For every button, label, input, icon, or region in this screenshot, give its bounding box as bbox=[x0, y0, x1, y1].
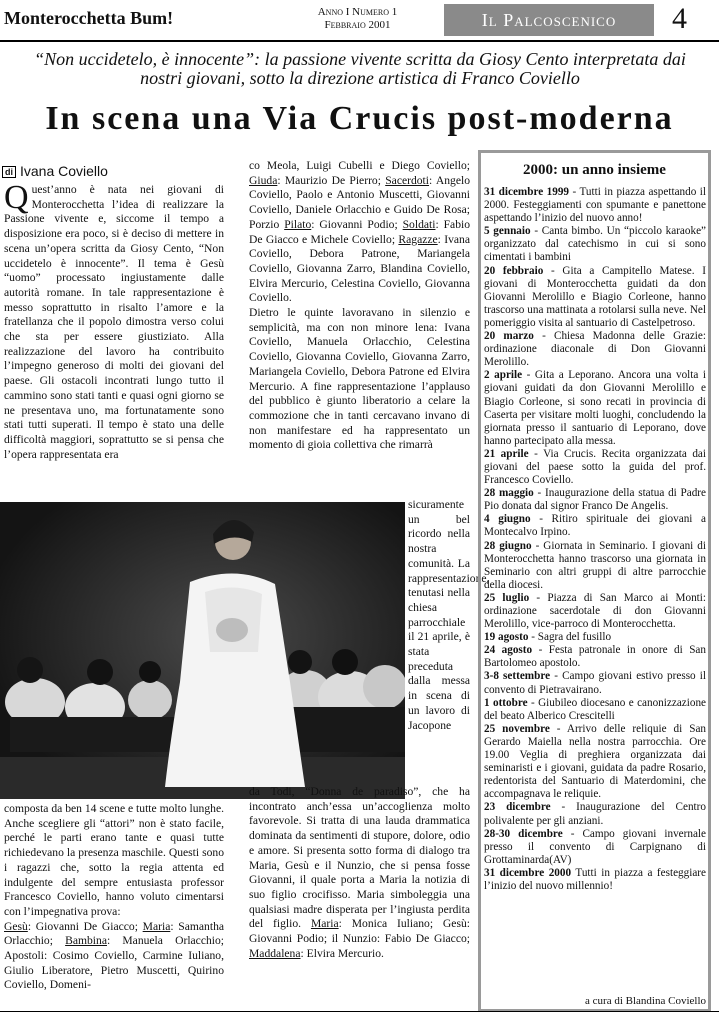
timeline-event bbox=[484, 487, 706, 513]
cast-list: co Meola, Luigi Cubelli e Diego Coviello; Giuda: Maurizio De Pierro; Sacerdoti: Angelo Coviello, Paolo e Antonio Muscetti, Giovanni Coviello, Daniele Orlacchio e Guido De Rosa; Porzio Pilato: Giovanni Podio; Soldati: Fabio De Giacco e Michele Coviello; Ragazze: Ivana Coviello, Debora Patrone, Mariangela Coviello, Giovanna Zarro, Blandina Coviello, Elvira Mercurio, Celestina Coviello, Giovanna Coviello. bbox=[249, 159, 471, 305]
event-date: 23 dicembre bbox=[484, 801, 551, 814]
event-date: 1 ottobre bbox=[484, 696, 528, 709]
event-description: - Sagra del fusillo bbox=[531, 631, 612, 644]
article-text: composta da ben 14 scene e tutte molto lunghe. Anche scegliere gli “attori” non è stato facile, perché le parti erano tante e quasi tutte richiedevano la presenza maschile. Questi sono i ragazzi che, sotto la regia attenta ed indulgente del sempre entusiasta professor Francesco Coviello, hanno voluto cimentarsi con l’impegnativa prova: bbox=[4, 802, 224, 918]
event-date: 25 luglio bbox=[484, 591, 530, 604]
cast-names: Giovanni Podio; bbox=[319, 217, 398, 231]
event-date: 2 aprile bbox=[484, 369, 523, 382]
event-description: - Chiesa Madonna delle Grazie: ordinazione diaconale di Don Giovanni Merolillo. bbox=[484, 330, 706, 369]
event-description: - Giubileo diocesano e canonizzazione del beato Alberico Crescitelli bbox=[484, 696, 707, 722]
cast-names: Fabio De Giacco e Michele Coviello; bbox=[249, 217, 471, 246]
article-text: uest’anno è nata nei giovani di Monterocchetta l’idea di realizzare la Passione vivente e, siccome il tempo a disposizione era poco, si è deciso di mettere in scena un’opera scritta da Giosy Cento, “Non uccidetelo è innocente”. Il tema è Gesù “uomo” processato ingiustamente dalle autorità romane. In tale rappresentazione è messo soprattutto in risalto l’amore e la fratellanza che il popolo dimostra verso colui che sta per essere giustiziato. Alla realizzazione del lavoro ha contribuito l’impegno generoso di molti dei giovani del paese. Gli ostacoli incontrati lungo tutto il cammino sono stati tanti e quasi ogni giorno se ne presentava uno, ma fortunatamente sono stati tutti superati. Il tempo è stato una delle difficoltà maggiori, soprattutto se si pensa che l’opera rappresentata era bbox=[4, 183, 224, 461]
event-description: - Ritiro spirituale dei giovani a Montecalvo Irpino. bbox=[484, 513, 707, 539]
event-date: 20 marzo bbox=[484, 330, 534, 343]
cast-names: co Meola, Luigi Cubelli e Diego Coviello; bbox=[249, 159, 470, 172]
event-description: - Inaugurazione della statua di Padre Pio donata dal signor Franco De Angelis. bbox=[484, 487, 706, 513]
event-description: - Giornata in Seminario. I giovani di Monterocchetta hanno trascorso una giornata in Seminario con altri gruppi di altre parrocchie della diocesi. bbox=[484, 539, 706, 591]
article-headline: In scena una Via Crucis post-moderna bbox=[45, 100, 674, 137]
cast-role: Maria bbox=[310, 917, 339, 931]
timeline-event bbox=[484, 225, 706, 264]
cast-list: Gesù: Giovanni De Giacco; Maria: Samantha Orlacchio; Bambina: Manuela Orlacchio; Apostoli: Cosimo Coviello, Carmine Iuliano, Giulio Liberatore, Pietro Muscetti, Quirino Coviello, Domeni- bbox=[4, 919, 225, 992]
cast-names: Manuela Orlacchio; Apostoli: Cosimo Coviello, Carmine Iuliano, Giulio Liberatore, Pietro Muscetti, Quirino Coviello, Domeni- bbox=[4, 934, 225, 992]
event-date: 28 maggio bbox=[484, 487, 534, 500]
header-divider bbox=[0, 40, 719, 42]
cast-names: Ivana Coviello, Debora Patrone, Mariangela Coviello, Giovanna Zarro, Blandina Coviello, Elvira Mercurio, Celestina Coviello, Giovanna Coviello. bbox=[249, 232, 470, 305]
event-date: 3-8 settembre bbox=[484, 670, 551, 683]
article-column-2 bbox=[249, 159, 470, 453]
timeline-event bbox=[484, 540, 706, 592]
timeline-event bbox=[484, 330, 706, 369]
section-title: Il Palcoscenico bbox=[444, 4, 654, 36]
timeline-event bbox=[484, 644, 706, 670]
cast-names: Elvira Mercurio. bbox=[306, 946, 384, 960]
article-column-1 bbox=[4, 179, 224, 462]
timeline-event bbox=[484, 592, 706, 631]
cast-names: Monica Iuliano; Gesù: Giovanni Podio; il Nunzio: Fabio De Giacco; bbox=[249, 917, 470, 946]
issue-number: Anno I Numero 1 bbox=[317, 6, 398, 18]
cast-role: Gesù bbox=[4, 919, 28, 933]
article-text: sicuramente un bel ricordo nella nostra comunità. La rappresentazione, tenutasi nella chiesa parrocchiale il 21 aprile, è stata preceduta dalla messa in scena di un lavoro di Jacopone bbox=[408, 498, 490, 732]
cast-role: Giuda bbox=[249, 173, 278, 187]
cast-names: Angelo Coviello, Paolo e Antonio Muscetti, Giovanni Coviello, Daniele Orlacchio e Guido De Rosa; Porzio bbox=[249, 173, 471, 231]
passion-play-photo-illustration bbox=[0, 502, 405, 799]
article-text-span: da Todi, “Donna de paradiso”, che ha incontrato anch’essa un’accoglienza molto favorevole. Si tratta di una lauda drammatica dominata da sentimenti di stupore, dolore, odio e amore. Si presenta sotto forma di dialogo tra Maria, Gesù e il Nunzio, che si pensa fosse Giovanni, il quale porta a Maria la notizia di suo figlio crocifisso. Maria simboleggia una qualsiasi madre disperata per l’ingiusta perdita del figlio. bbox=[249, 785, 470, 931]
event-date: 20 febbraio bbox=[484, 264, 544, 277]
event-date: 5 gennaio bbox=[484, 225, 531, 238]
cast-names: Samantha Orlacchio; bbox=[4, 919, 225, 948]
page-number: 4 bbox=[672, 2, 687, 35]
event-date: 19 agosto bbox=[484, 631, 529, 644]
article-text: Dietro le quinte lavoravano in silenzio e semplicità, ma con non minore lena: Ivana Coviello, Manuela Orlacchio, Celestina Coviello, Giovanna Coviello, Giovanna Zarro, Mariangela Coviello, Debora Patrone ed Elvira Mercurio. A fine rappresentazione l’applauso del pubblico è giunto liberatorio a celare la commozione che in tanti cercavano invano di non manifestare ed ha rappresentato un momento di gioia collettiva che rimarrà bbox=[249, 306, 470, 452]
cast-names: Maurizio De Pierro; bbox=[284, 173, 381, 187]
cast-role: Ragazze bbox=[398, 232, 438, 246]
timeline-event bbox=[484, 828, 706, 867]
event-description: - Gita a Campitello Matese. I giovani di Monterocchetta guidati da don Giovanni Merolillo e Biagio Corleone, hanno trascorso una mattinata a rotolarsi sulla neve. Nel pomeriggio visita al santuario di Castelpetroso. bbox=[484, 264, 707, 329]
timeline-event bbox=[484, 801, 706, 827]
issue-date: Febbraio 2001 bbox=[324, 19, 391, 31]
cast-role: Sacerdoti bbox=[385, 173, 430, 187]
event-description: - Campo giovani estivo presso il convento di Pietravairano. bbox=[484, 670, 706, 696]
byline-prefix: di bbox=[2, 166, 16, 178]
timeline-event bbox=[484, 670, 706, 696]
timeline-event bbox=[484, 369, 706, 448]
event-date: 28 giugno bbox=[484, 539, 532, 552]
timeline-event bbox=[484, 448, 706, 487]
event-description: - Festa patronale in onore di San Bartolomeo apostolo. bbox=[484, 644, 706, 670]
cast-names: Giovanni De Giacco; bbox=[35, 919, 138, 933]
event-description: - Inaugurazione del Centro polivalente per gli anziani. bbox=[484, 801, 706, 827]
author-name: Ivana Coviello bbox=[20, 163, 108, 179]
article-subtitle: “Non uccidetelo, è innocente”: la passione vivente scritta da Giosy Cento interpretata dai nostri giovani, sotto la direzione artistica di Franco Coviello bbox=[34, 49, 686, 88]
event-date: 28-30 dicembre bbox=[484, 827, 563, 840]
bottom-divider bbox=[0, 1011, 719, 1012]
cast-role: Bambina bbox=[65, 934, 107, 948]
event-description: - Campo giovani invernale presso il convento di Carpignano di Grottaminarda(AV) bbox=[484, 827, 706, 866]
timeline-event bbox=[484, 723, 706, 802]
timeline-event bbox=[484, 265, 706, 330]
event-description: - Via Crucis. Recita organizzata dai giovani del paese sotto la guida del prof. Francesco Coviello. bbox=[484, 447, 707, 487]
event-date: 21 aprile bbox=[484, 447, 529, 460]
timeline-event bbox=[484, 186, 706, 225]
event-date: 31 dicembre 1999 bbox=[484, 186, 570, 198]
timeline-event bbox=[484, 631, 706, 644]
event-description: Tutti in piazza a festeggiare l’inizio del nuovo millennio! bbox=[484, 866, 706, 892]
event-description: - Tutti in piazza aspettando il 2000. Festeggiamenti con spumante e panettone aspettando l’inizio del nuovo anno! bbox=[484, 186, 706, 225]
timeline-event bbox=[484, 867, 706, 893]
drop-cap: Q bbox=[4, 179, 29, 216]
timeline-event bbox=[484, 513, 706, 539]
cast-role: Maria bbox=[142, 919, 171, 933]
cast-role: Soldati bbox=[402, 217, 436, 231]
event-description: - Piazza di San Marco ai Monti: ordinazione sacerdotale di don Giovanni Merolillo, vice-parroco di Monterocchetta. bbox=[484, 591, 707, 631]
sidebar-events bbox=[484, 186, 706, 893]
event-description: - Gita a Leporano. Ancora una volta i giovani guidati da don Giovanni Merolillo e Biagio Corleone, si sono recati in provincia di Caserta per visitare molti luoghi, concludendo la giornata presso il santuario di Leporano, dove hanno partecipato alla messa. bbox=[484, 369, 706, 447]
byline bbox=[2, 163, 108, 179]
cast-role: Maddalena bbox=[249, 946, 301, 960]
newspaper-name: Monterocchetta Bum! bbox=[4, 8, 174, 28]
event-date: 4 giugno bbox=[484, 513, 531, 526]
issue-info bbox=[300, 6, 415, 32]
scene-photo bbox=[0, 502, 405, 799]
event-date: 31 dicembre 2000 bbox=[484, 866, 572, 879]
cast-role: Pilato bbox=[284, 217, 312, 231]
sidebar-title: 2000: un anno insieme bbox=[523, 162, 666, 178]
event-description: - Canta bimbo. Un “piccolo karaoke” organizzato dal catechismo in cui si sono cimentati i bambini bbox=[484, 225, 707, 264]
article-column-2-continued bbox=[249, 785, 470, 961]
timeline-event bbox=[484, 697, 706, 723]
sidebar-credit: a cura di Blandina Coviello bbox=[585, 995, 706, 1007]
article-column-1-continued bbox=[4, 802, 224, 993]
article-column-2-narrow bbox=[408, 498, 490, 733]
event-date: 25 novembre bbox=[484, 722, 550, 735]
event-description: - Arrivo delle reliquie di San Gerardo Maiella nella nostra parrocchia. Ore 19.00 Veglia di preghiera organizzata dai seminaristi e i giovani, guidata da padre Rosario, redentorista del Santuario di Materdomini, che accompagnava le reliquie. bbox=[484, 722, 707, 801]
event-date: 24 agosto bbox=[484, 644, 533, 657]
article-text: da Todi, “Donna de paradiso”, che ha incontrato anch’essa un’accoglienza molto favorevole. Si tratta di una lauda drammatica dominata da sentimenti di stupore, dolore, odio e amore. Si presenta sotto forma di dialogo tra Maria, Gesù e il Nunzio, che si pensa fosse Giovanni, il quale porta a Maria la notizia di suo figlio crocifisso. Maria simboleggia una qualsiasi madre disperata per l’ingiusta perdita del figlio. Maria: Monica Iuliano; Gesù: Giovanni Podio; il Nunzio: Fabio De Giacco; Maddalena: Elvira Mercurio. bbox=[249, 785, 470, 960]
